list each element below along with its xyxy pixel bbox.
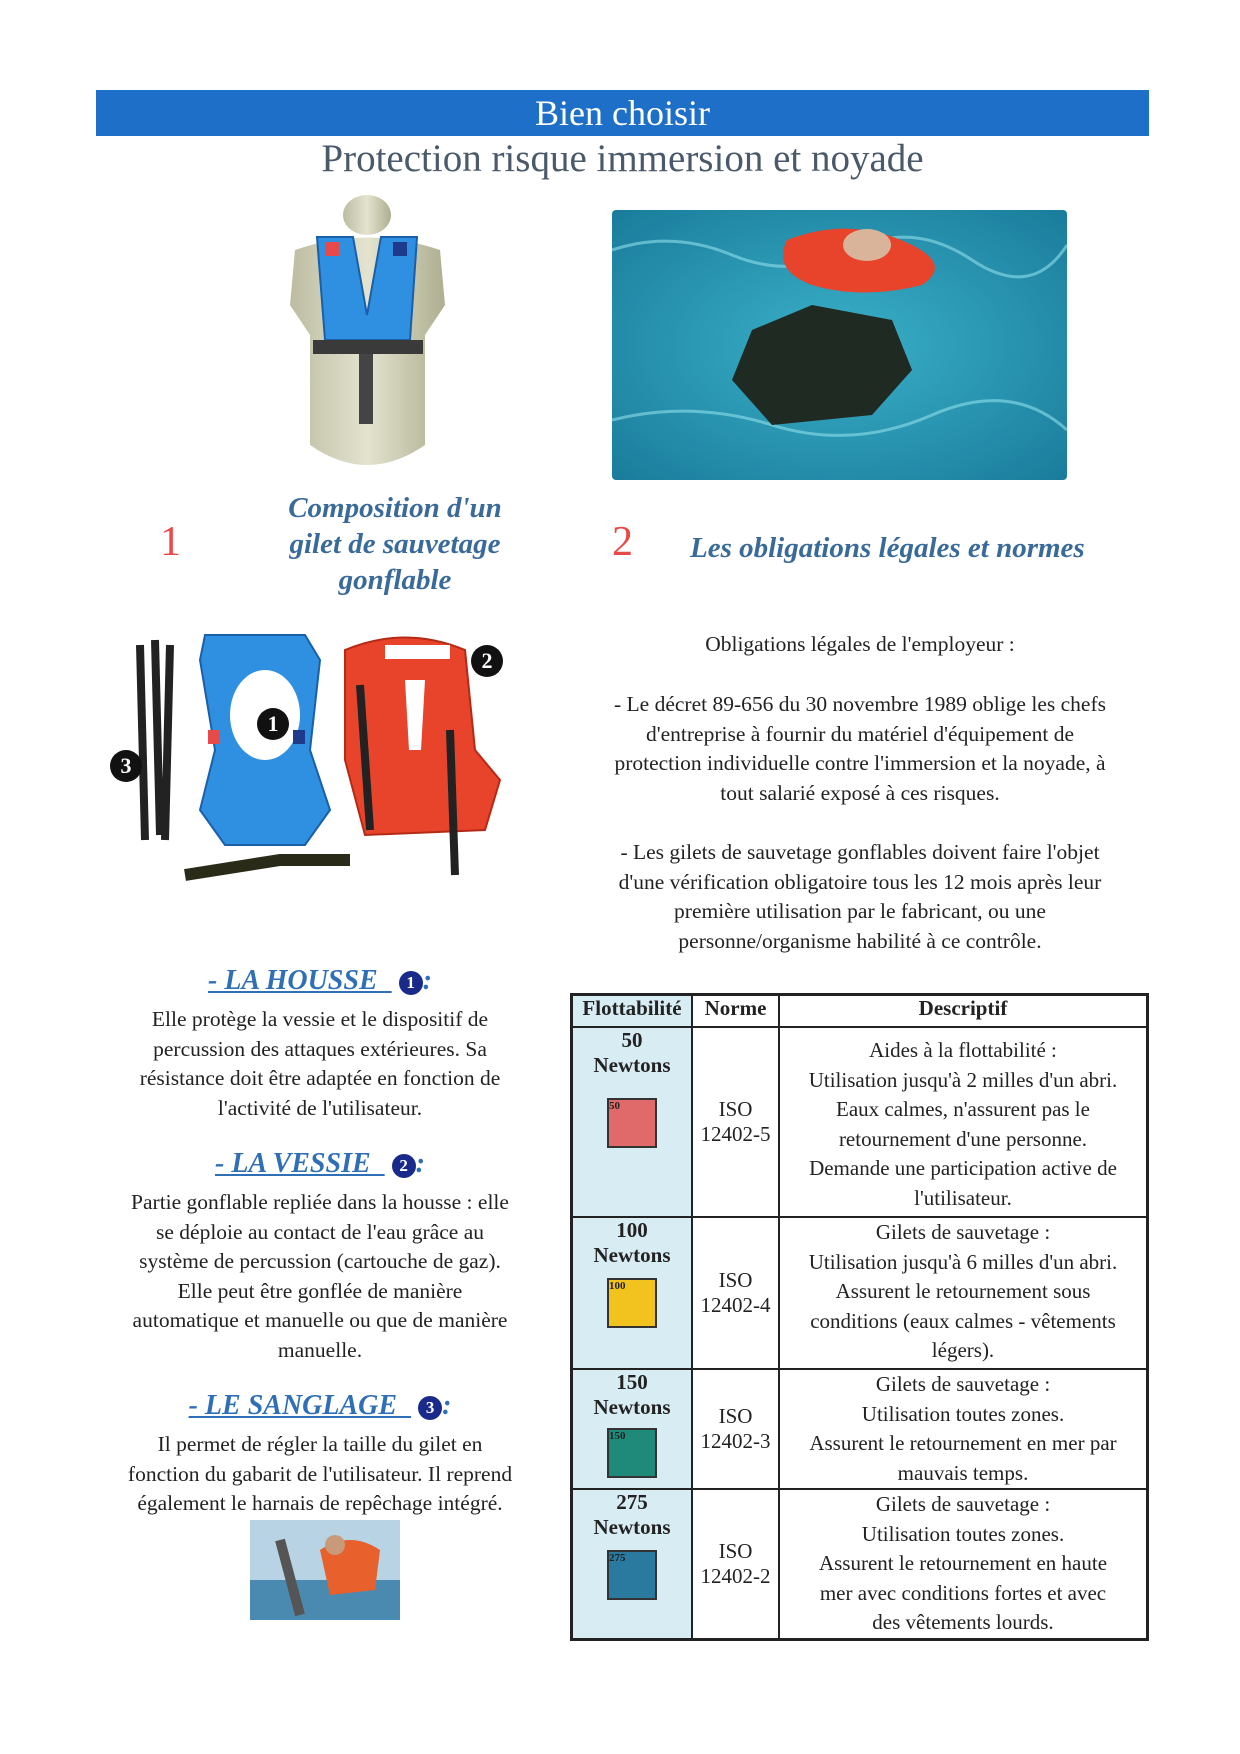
paragraph-line: résistance doit être adaptée en fonction de [139, 1066, 501, 1090]
desc-line: Utilisation jusqu'à 2 milles d'un abri. [808, 1067, 1118, 1092]
column-header-norme: Norme [692, 995, 779, 1028]
paragraph-line: Il permet de régler la taille du gilet en [157, 1432, 483, 1456]
paragraph-line: tout salarié exposé à ces risques. [720, 780, 1000, 805]
paragraph-line: protection individuelle contre l'immersion et la noyade, à [614, 751, 1106, 775]
desc-line: mer avec conditions fortes et avec [819, 1580, 1107, 1605]
desc-line: Gilets de sauvetage : [875, 1372, 1051, 1396]
norme-line: 12402-2 [700, 1563, 771, 1588]
flottabilite-unit: Newtons [593, 1053, 671, 1077]
desc-line: des vêtements lourds. [872, 1610, 1054, 1634]
flottabilite-cell [572, 1489, 693, 1639]
page-subtitle: Protection risque immersion et noyade [321, 137, 924, 180]
paragraph-line: système de percussion (cartouche de gaz). [139, 1249, 501, 1273]
housse-heading-text: - LA HOUSSE [208, 965, 378, 996]
flottabilite-cell [572, 1369, 693, 1489]
flottabilite-cell [572, 1027, 693, 1217]
paragraph-line: - Le décret 89-656 du 30 novembre 1989 oblige les chefs [614, 692, 1106, 716]
section-1-title-line: gonflable [338, 564, 452, 596]
paragraph-line: fonction du gabarit de l'utilisateur. Il reprend [127, 1461, 513, 1486]
section-2-number: 2 [612, 519, 633, 565]
desc-line: Gilets de sauvetage : [875, 1220, 1051, 1244]
flottabilite-value: 100 [616, 1218, 648, 1242]
callout-1-marker: 1 [257, 708, 289, 740]
norme-line: ISO [718, 1538, 753, 1563]
desc-line: mauvais temps. [897, 1460, 1029, 1485]
section-1-title-line: Composition d'un [288, 492, 502, 524]
flottabilite-unit: Newtons [593, 1395, 671, 1419]
desc-line: Assurent le retournement sous [835, 1279, 1091, 1303]
norme-line: ISO [718, 1404, 753, 1428]
norme-cell [692, 1489, 779, 1639]
desc-line: Eaux calmes, n'assurent pas le [836, 1097, 1090, 1121]
flottabilite-unit: Newtons [593, 1243, 671, 1267]
column-header-descriptif: Descriptif [779, 995, 1148, 1028]
pictogram-50-icon: 50 [607, 1098, 657, 1148]
desc-line: retournement d'une personne. [838, 1126, 1088, 1151]
norme-line: ISO [718, 1097, 753, 1121]
table-row [572, 1027, 1148, 1217]
flottabilite-cell [572, 1217, 693, 1369]
page-banner: Bien choisir [96, 90, 1149, 136]
norme-line: 12402-5 [700, 1122, 771, 1146]
paragraph-line: Elle peut être gonflée de manière [177, 1278, 463, 1303]
vessie-heading: - LA VESSIE_ 2 : [215, 1148, 425, 1179]
norme-line: ISO [718, 1268, 753, 1292]
vest-components-diagram [105, 630, 535, 900]
paragraph-line: se déploie au contact de l'eau grâce au [156, 1219, 484, 1244]
descriptif-cell [779, 1369, 1148, 1489]
sanglage-heading-text: - LE SANGLAGE [188, 1390, 398, 1421]
paragraph-line: Partie gonflable repliée dans la housse : elle [131, 1190, 509, 1214]
desc-line: Utilisation toutes zones. [861, 1521, 1065, 1546]
section-1-number: 1 [160, 519, 181, 565]
vessie-heading-text: - LA VESSIE [215, 1148, 371, 1179]
desc-line: Utilisation toutes zones. [861, 1401, 1065, 1426]
descriptif-cell [779, 1489, 1148, 1639]
paragraph-line: également le harnais de repêchage intégré. [137, 1491, 503, 1515]
paragraph-line: manuelle. [277, 1337, 363, 1362]
paragraph-line: Elle protège la vessie et le dispositif de [151, 1007, 489, 1031]
flottabilite-value: 50 [621, 1028, 643, 1052]
column-header-flottabilite: Flottabilité [572, 995, 693, 1028]
paragraph-line: personne/organisme habilité à ce contrôle. [678, 928, 1042, 953]
desc-line: Demande une participation active de [809, 1156, 1117, 1180]
paragraph-line: percussion des attaques extérieures. Sa [153, 1036, 487, 1061]
paragraph-line: première utilisation par le fabricant, ou une [674, 899, 1046, 923]
paragraph-line: d'une vérification obligatoire tous les 12 mois après leur [618, 869, 1102, 894]
rescue-harness-photo [250, 1520, 400, 1620]
descriptif-cell [779, 1217, 1148, 1369]
mannequin-vest-photo [275, 195, 460, 490]
pictogram-150-icon: 150 [607, 1428, 657, 1478]
callout-3-marker: 3 [110, 750, 142, 782]
desc-line: Assurent le retournement en mer par [809, 1431, 1117, 1455]
decree-paragraph [570, 690, 1150, 808]
norme-line: 12402-4 [700, 1293, 771, 1317]
section-1-title [250, 490, 540, 598]
paragraph-line: l'activité de l'utilisateur. [217, 1095, 423, 1120]
desc-line: l'utilisateur. [914, 1185, 1012, 1210]
paragraph-line: - Les gilets de sauvetage gonflables doivent faire l'objet [620, 840, 1100, 864]
descriptif-cell [779, 1027, 1148, 1217]
desc-line: Utilisation jusqu'à 6 milles d'un abri. [808, 1249, 1118, 1274]
norme-cell [692, 1217, 779, 1369]
norme-cell [692, 1027, 779, 1217]
pictogram-100-icon: 100 [607, 1278, 657, 1328]
section-2-title: Les obligations légales et normes [690, 532, 1085, 564]
vessie-text [95, 1188, 545, 1365]
sanglage-marker: 3 [418, 1396, 442, 1420]
section-1-title-line: gilet de sauvetage [289, 528, 501, 560]
norme-line: 12402-3 [700, 1429, 771, 1453]
housse-text [95, 1005, 545, 1123]
sanglage-heading: - LE SANGLAGE_ 3 : [188, 1390, 452, 1421]
desc-line: légers). [931, 1338, 995, 1362]
housse-heading: - LA HOUSSE_ 1 : [208, 965, 432, 996]
desc-line: conditions (eaux calmes - vêtements [810, 1308, 1116, 1333]
desc-line: Assurent le retournement en haute [818, 1551, 1108, 1575]
desc-line: Aides à la flottabilité : [869, 1038, 1057, 1062]
vessie-marker: 2 [392, 1154, 416, 1178]
table-row [572, 1217, 1148, 1369]
flottabilite-unit: Newtons [593, 1515, 671, 1539]
pictogram-275-icon: 275 [607, 1550, 657, 1600]
flottabilite-value: 275 [616, 1490, 648, 1514]
flottabilite-value: 150 [616, 1370, 648, 1394]
housse-marker: 1 [399, 971, 423, 995]
sanglage-text [95, 1430, 545, 1519]
paragraph-line: automatique et manuelle ou que de manière [132, 1308, 508, 1332]
norme-cell [692, 1369, 779, 1489]
employer-obligations-intro: Obligations légales de l'employeur : [705, 632, 1015, 656]
verification-paragraph [570, 838, 1150, 956]
table-row [572, 1369, 1148, 1489]
callout-2-marker: 2 [471, 645, 503, 677]
table-row [572, 1489, 1148, 1639]
desc-line: Gilets de sauvetage : [875, 1492, 1051, 1516]
table-header-row [572, 995, 1148, 1028]
norms-table [570, 993, 1149, 1641]
paragraph-line: d'entreprise à fournir du matériel d'équipement de [645, 721, 1075, 746]
pool-floating-photo [612, 210, 1067, 480]
